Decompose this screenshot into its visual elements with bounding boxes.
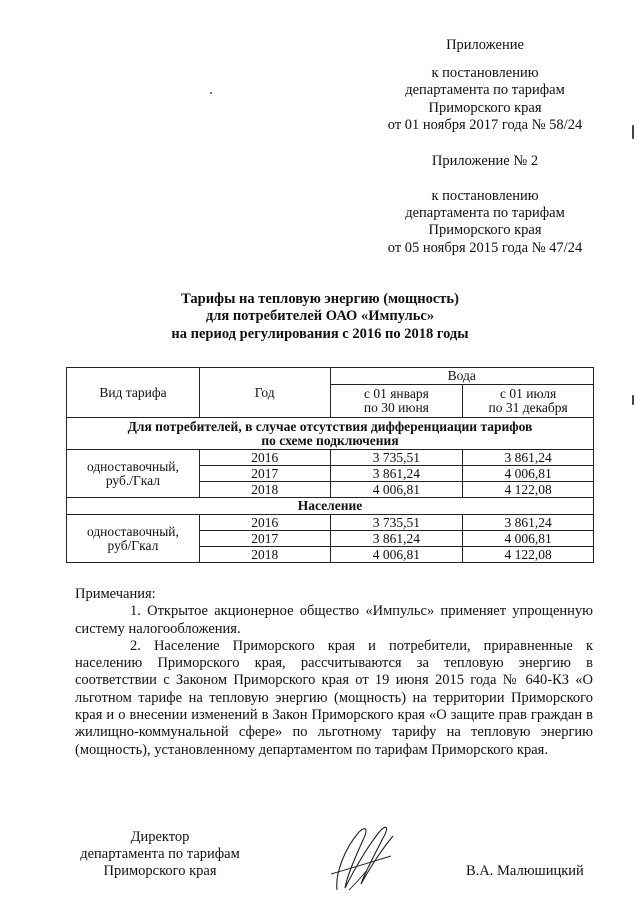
resolution2-line: Приморского края	[428, 222, 542, 238]
value-cell: 3 861,24	[463, 515, 594, 531]
header-tariff-type: Вид тарифа	[67, 368, 200, 418]
value-cell: 4 122,08	[463, 547, 594, 563]
header-period-2: с 01 июля по 31 декабря	[463, 385, 594, 418]
header-year: Год	[199, 368, 330, 418]
annex-label: Приложение	[446, 37, 524, 53]
tariff-table	[66, 367, 594, 563]
year-cell: 2016	[199, 450, 330, 466]
value-cell: 4 006,81	[463, 466, 594, 482]
resolution-date-line: от 01 ноября 2017 года № 58/24	[387, 117, 583, 133]
year-cell: 2018	[199, 482, 330, 498]
resolution-line: департамента по тарифам	[405, 82, 565, 98]
notes	[75, 586, 593, 759]
tariff-type-cell: одноставочный, руб./Гкал	[67, 450, 200, 498]
resolution2-line: департамента по тарифам	[405, 205, 565, 221]
resolution2-date-line: от 05 ноября 2015 года № 47/24	[387, 240, 583, 256]
scan-mark	[632, 125, 634, 139]
value-cell: 4 006,81	[330, 547, 463, 563]
document-title-line: для потребителей ОАО «Импульс»	[205, 308, 435, 324]
value-cell: 3 861,24	[463, 450, 594, 466]
section-heading: Население	[67, 498, 594, 515]
notes-heading: Примечания:	[75, 586, 156, 602]
value-cell: 3 861,24	[330, 531, 463, 547]
year-cell: 2017	[199, 466, 330, 482]
note-2: 2. Население Приморского края и потребители, приравненные к населению Приморского края, рассчитываются за тепловую энергию в соответствии с Законом Приморского края от 19 июня 2015 года № 640-КЗ «О льготном тарифе на тепловую энергию (мощность) на территории Приморского края и о внесении изменений в Закон Приморского края «О защите прав граждан в жилищно-коммунальной сфере» по льготному тарифу на тепловую энергию (мощность), установленному департаментом по тарифам Приморского края.	[75, 637, 593, 758]
value-cell: 3 735,51	[330, 450, 463, 466]
handwritten-signature	[325, 818, 405, 898]
annex2-label: Приложение № 2	[431, 153, 539, 169]
scan-mark	[632, 395, 634, 405]
scan-dot	[210, 92, 212, 94]
signatory-position: департамента по тарифам	[80, 846, 240, 862]
document-title-line: Тарифы на тепловую энергию (мощность)	[181, 291, 459, 307]
section-heading: Для потребителей, в случае отсутствия дифференциации тарифов по схеме подключения	[67, 418, 594, 450]
table-row	[67, 515, 594, 531]
resolution2-line: к постановлению	[431, 188, 539, 204]
tariff-type-cell: одноставочный, руб/Гкал	[67, 515, 200, 563]
value-cell: 4 122,08	[463, 482, 594, 498]
note-1: 1. Открытое акционерное общество «Импульс» применяет упрощенную систему налогообложения.	[75, 603, 593, 637]
header-water: Вода	[330, 368, 593, 385]
signatory-name: В.А. Малюшицкий	[466, 863, 584, 879]
year-cell: 2016	[199, 515, 330, 531]
signatory-position: Приморского края	[103, 863, 217, 879]
resolution-line: к постановлению	[431, 65, 539, 81]
value-cell: 4 006,81	[330, 482, 463, 498]
value-cell: 4 006,81	[463, 531, 594, 547]
value-cell: 3 735,51	[330, 515, 463, 531]
year-cell: 2018	[199, 547, 330, 563]
year-cell: 2017	[199, 531, 330, 547]
header-period-1: с 01 января по 30 июня	[330, 385, 463, 418]
table-row	[67, 450, 594, 466]
document-title-line: на период регулирования с 2016 по 2018 годы	[171, 326, 469, 342]
signatory-position: Директор	[130, 829, 190, 845]
value-cell: 3 861,24	[330, 466, 463, 482]
resolution-line: Приморского края	[428, 100, 542, 116]
